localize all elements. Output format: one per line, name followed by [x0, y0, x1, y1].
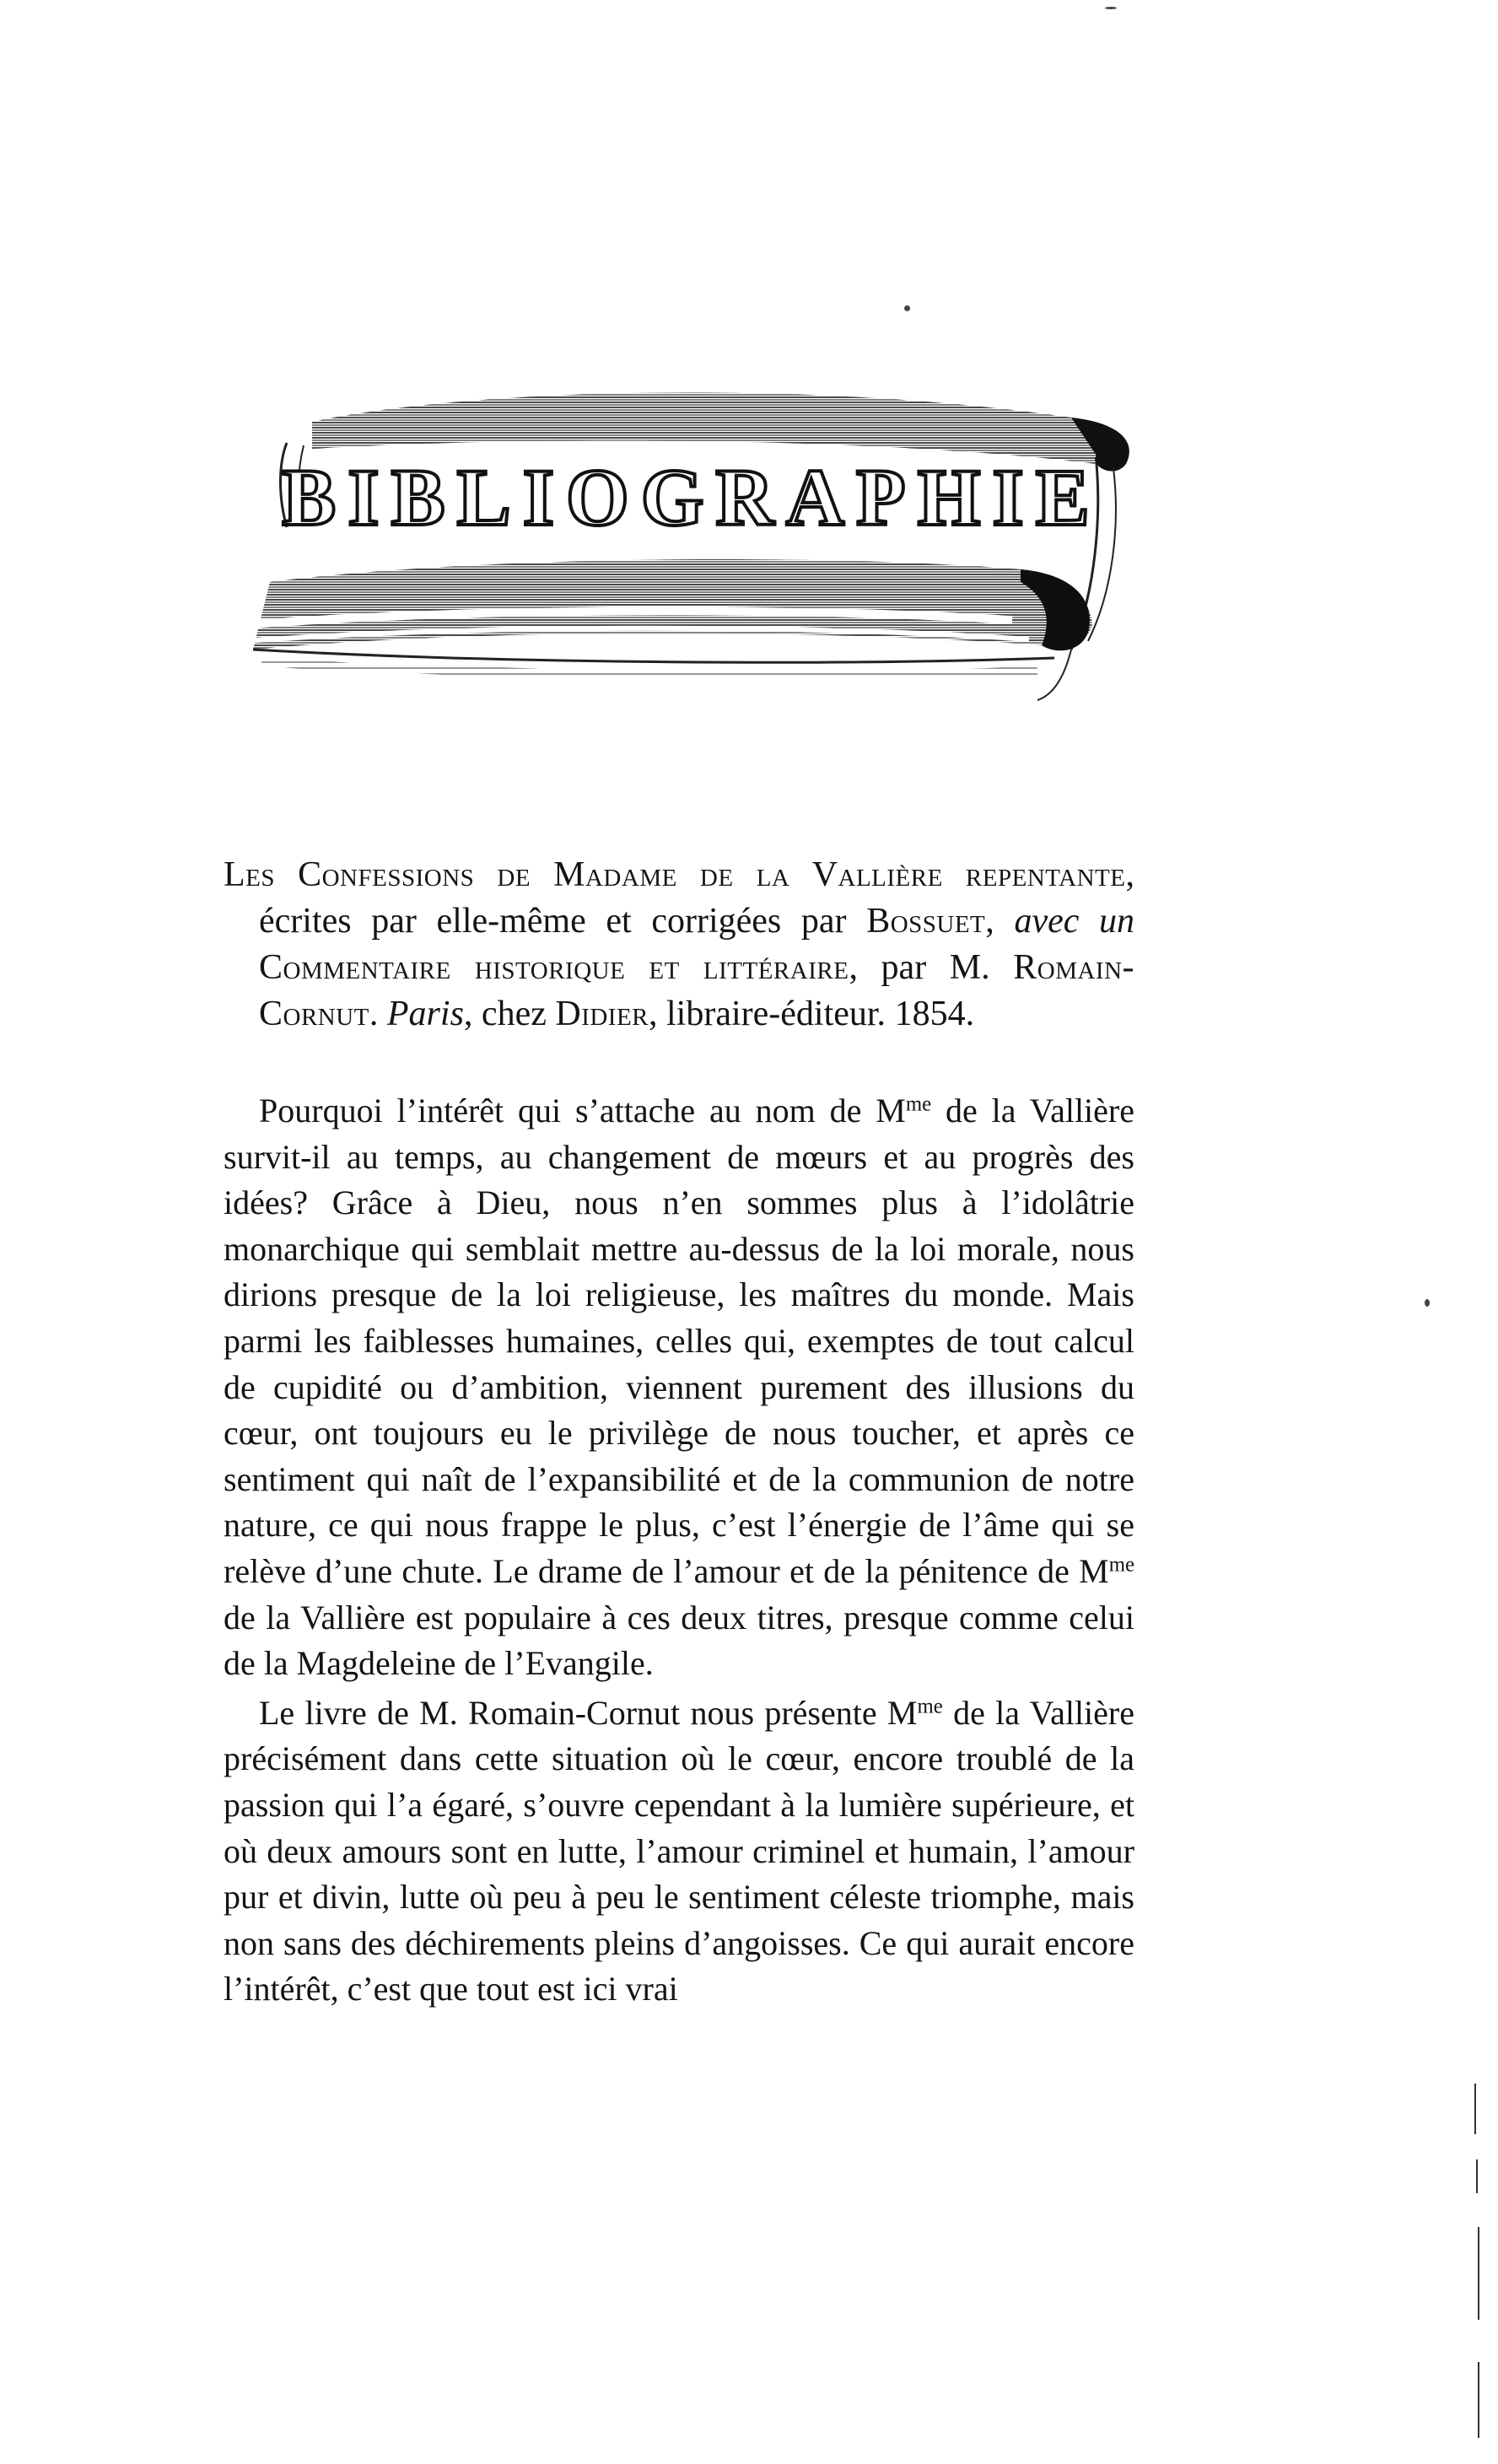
scan-mark — [1474, 2084, 1476, 2134]
entry-chez: chez — [481, 995, 547, 1033]
entry-avec: avec un — [1014, 902, 1135, 941]
scan-mark — [1478, 2362, 1479, 2438]
paragraph-2-part-b: de la Vallière précisément dans cette situation où le cœur, encore troublé de la passion qui l’a égaré, s’ouvre cependant à la lumière supérieure, et où deux amours sont en lutte, l’amour criminel et humain, l’amour pur et divin, lutte où peu à peu le sentiment céleste triomphe, mais non sans des déchirements pleins d’angoisses. Ce qui aurait encore l’intérêt, c’est que tout est ici vrai — [224, 1693, 1134, 2008]
scroll-ornament — [219, 371, 1164, 725]
superscript-me: me — [905, 1092, 932, 1116]
paragraph-1-part-b: de la Vallière survit-il au temps, au changement de mœurs et au progrès des idées? Grâce à Dieu, nous n’en sommes plus à l’idolâtrie monarchique qui semblait mettre au-dessus de la loi morale, nous dirions presque de la loi religieuse, les maîtres du monde. Mais parmi les faiblesses humaines, celles qui, exemptes de tout calcul de cupidité ou d’ambition, viennent purement des illusions du cœur, ont toujours eu le privilège de nous toucher, et après ce sentiment qui naît de l’expansibilité et de la communion de notre nature, ce qui nous frappe le plus, c’est l’énergie de l’âme qui se relève d’une chute. Le drame de l’amour et de la pénitence de M — [224, 1092, 1134, 1590]
entry-city: Paris — [386, 995, 464, 1033]
paragraph-1-part-a: Pourquoi l’intérêt qui s’attache au nom de M — [259, 1092, 906, 1130]
entry-commentary: Commentaire historique et littéraire — [259, 948, 849, 987]
entry-line1: écrites par elle-même et corrigées par — [259, 902, 847, 941]
entry-author: Romain-Cornut — [259, 948, 1135, 1033]
entry-citation: Les Confessions de Madame de la Vallière repentante, écrites par elle-même et corrigées par Bossuet, avec un Commentaire historique et littéraire, par M. Romain-Cornut. Paris, chez Didier, libraire-éditeur. 1854. — [224, 855, 1135, 1033]
paragraph-2-part-a: Le livre de M. Romain-Cornut nous présente M — [259, 1693, 918, 1732]
superscript-me: me — [1108, 1553, 1134, 1577]
bibliographic-entry — [224, 852, 1134, 1038]
entry-publisher-role: libraire-éditeur. — [666, 995, 886, 1033]
entry-year: 1854. — [894, 995, 975, 1033]
entry-corrector: Bossuet — [866, 902, 986, 941]
entry-par: par M. — [881, 948, 990, 987]
bibliographie-banner — [219, 371, 1164, 725]
article-body — [224, 1088, 1134, 2016]
scan-mark — [1476, 2159, 1478, 2193]
banner-title: BIBLIOGRAPHIE — [282, 452, 1102, 542]
entry-title: Les Confessions de Madame de la Vallière repentante — [224, 855, 1126, 894]
paragraph-2 — [224, 1690, 1134, 2013]
speck — [1425, 1299, 1430, 1307]
paragraph-1-part-c: de la Vallière est populaire à ces deux titres, presque comme celui de la Magdeleine de l’Evangile. — [224, 1598, 1134, 1683]
entry-publisher: Didier — [555, 995, 649, 1033]
scan-mark — [1478, 2227, 1479, 2320]
speck — [904, 305, 910, 311]
speck — [1105, 7, 1117, 9]
superscript-me: me — [917, 1695, 943, 1718]
paragraph-1 — [224, 1088, 1134, 1687]
